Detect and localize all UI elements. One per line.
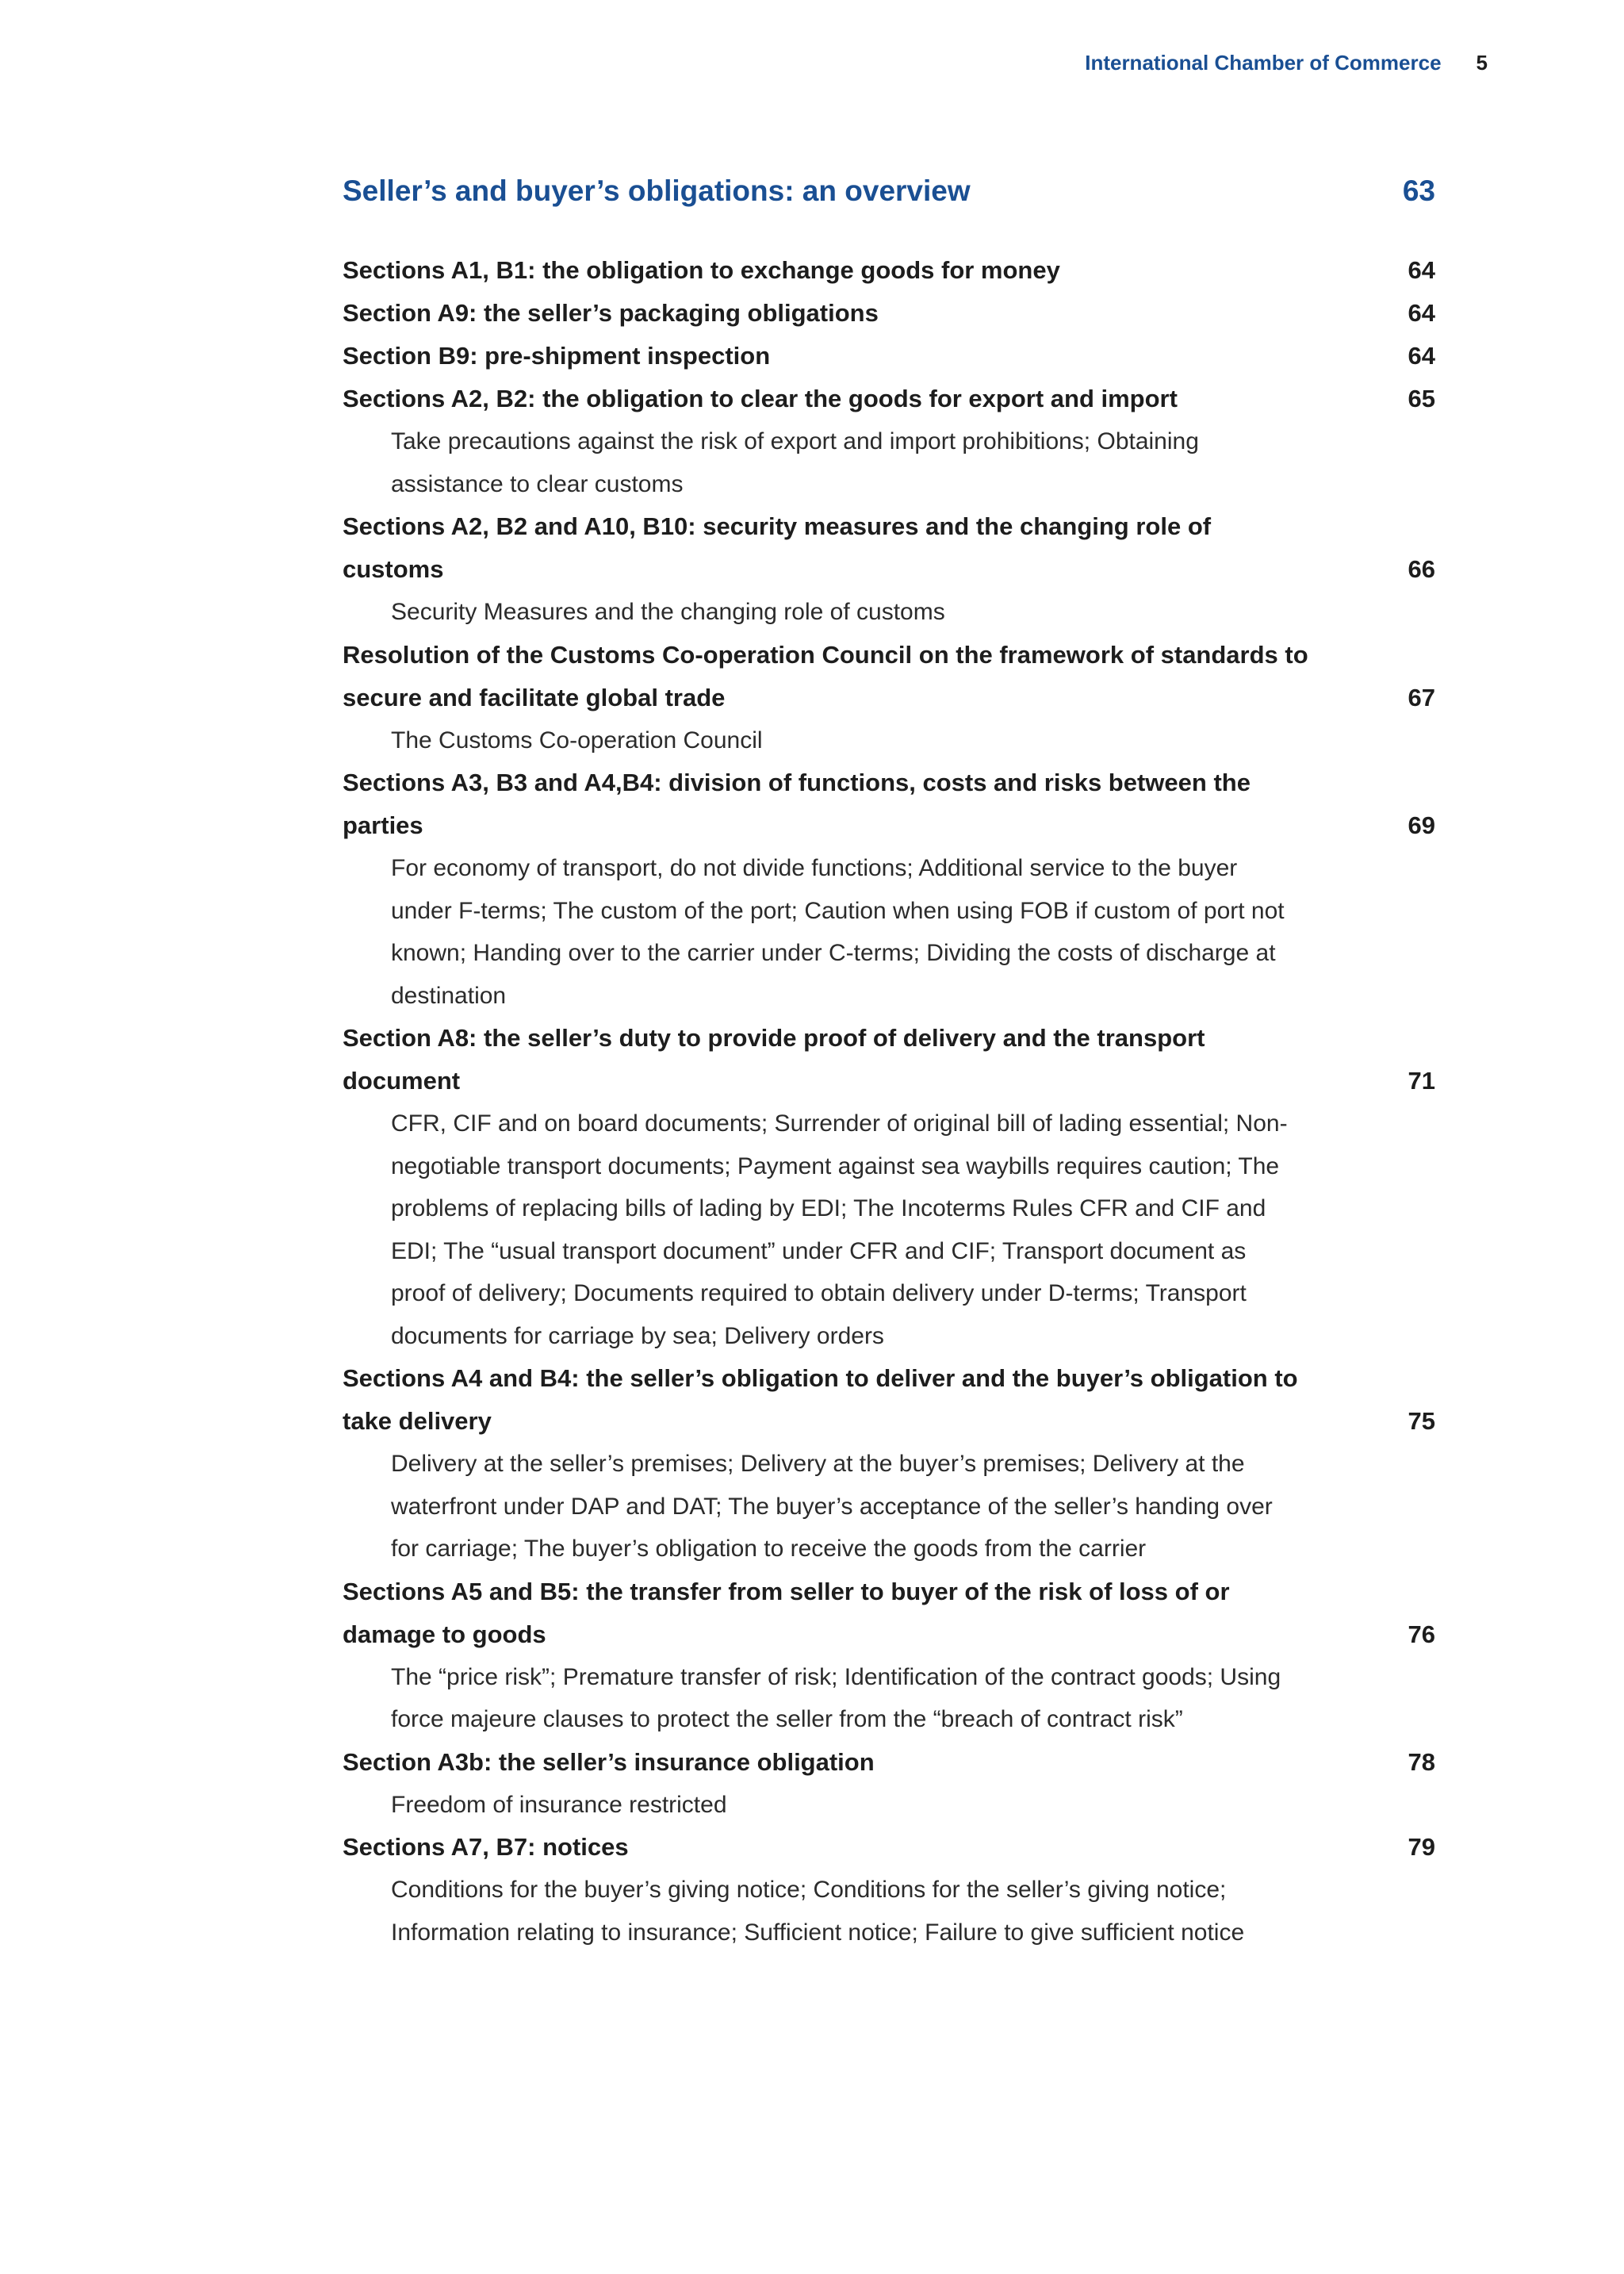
toc-entry-row bbox=[343, 335, 1435, 378]
toc-entry-title: Section A3b: the seller’s insurance obligation bbox=[343, 1747, 875, 1776]
toc-entry-page: 78 bbox=[1408, 1747, 1435, 1776]
toc-entry[interactable] bbox=[343, 249, 1435, 292]
toc-entry[interactable] bbox=[343, 378, 1435, 505]
toc-entry-page: 75 bbox=[1408, 1407, 1435, 1435]
toc-entry-title: Sections A2, B2 and A10, B10: security measures and the changing role of customs bbox=[343, 512, 1212, 583]
toc-entry-title: Sections A2, B2: the obligation to clear the goods for export and import bbox=[343, 385, 1178, 412]
toc-entry-row bbox=[343, 505, 1435, 591]
toc-entry-row bbox=[343, 1826, 1435, 1869]
toc-entry-title: Resolution of the Customs Co-operation Council on the framework of standards to secure and facilitate global trade bbox=[343, 640, 1308, 711]
toc-entry[interactable] bbox=[343, 1741, 1435, 1827]
toc-entry-row bbox=[343, 292, 1435, 335]
toc-entry-description: Take precautions against the risk of export and import prohibitions; Obtaining assistance to clear customs bbox=[391, 428, 1199, 497]
toc-heading-title: Seller’s and buyer’s obligations: an overview bbox=[343, 174, 971, 207]
toc-entry-page: 65 bbox=[1408, 385, 1435, 412]
toc-entry-page: 64 bbox=[1408, 256, 1435, 284]
header-organization: International Chamber of Commerce bbox=[1085, 51, 1442, 75]
toc-entry-page: 79 bbox=[1408, 1833, 1435, 1861]
toc-entry-row bbox=[343, 1017, 1435, 1102]
toc-entry-row bbox=[343, 761, 1435, 847]
toc-entry-page: 66 bbox=[1408, 555, 1435, 583]
toc-entry-page: 69 bbox=[1408, 811, 1435, 839]
toc-entry-row bbox=[343, 1741, 1435, 1784]
toc-entry-title: Sections A3, B3 and A4,B4: division of functions, costs and risks between the parties bbox=[343, 769, 1251, 839]
header-page-number: 5 bbox=[1476, 51, 1488, 75]
toc-entry[interactable] bbox=[343, 292, 1435, 335]
toc-entry[interactable] bbox=[343, 1357, 1435, 1570]
toc-entry-row bbox=[343, 249, 1435, 292]
toc-entry-title: Sections A4 and B4: the seller’s obligation to deliver and the buyer’s obligation to take delivery bbox=[343, 1364, 1298, 1435]
toc-entry-title: Section B9: pre-shipment inspection bbox=[343, 342, 771, 370]
toc-entry[interactable] bbox=[343, 335, 1435, 378]
toc-entry-description: The “price risk”; Premature transfer of risk; Identification of the contract goods; Using force majeure clauses to protect the seller from the “breach of contract risk” bbox=[391, 1663, 1281, 1732]
toc-entry-description: The Customs Co-operation Council bbox=[391, 727, 763, 754]
toc-entry-row bbox=[343, 634, 1435, 719]
toc-entry[interactable] bbox=[343, 1826, 1435, 1954]
toc-entry-row bbox=[343, 378, 1435, 420]
toc-heading-page: 63 bbox=[1402, 174, 1435, 207]
toc-entry[interactable] bbox=[343, 1570, 1435, 1741]
toc-entry[interactable] bbox=[343, 634, 1435, 762]
table-of-contents bbox=[343, 174, 1435, 1954]
toc-entry-page: 64 bbox=[1408, 299, 1435, 327]
toc-entry-row bbox=[343, 1570, 1435, 1656]
toc-entry-description: Delivery at the seller’s premises; Delivery at the buyer’s premises; Delivery at the waterfront under DAP and DAT; The buyer’s acceptance of the seller’s handing over for carriage; The buyer’s obligation to receive the goods from the carrier bbox=[391, 1451, 1273, 1562]
toc-entry-page: 64 bbox=[1408, 342, 1435, 370]
toc-entry-title: Sections A7, B7: notices bbox=[343, 1833, 629, 1861]
toc-entry-description: Freedom of insurance restricted bbox=[391, 1791, 727, 1818]
toc-entry[interactable] bbox=[343, 761, 1435, 1017]
toc-entry-description: CFR, CIF and on board documents; Surrender of original bill of lading essential; Non-negotiable transport documents; Payment against sea waybills requires caution; The problems of replacing bills of lading by EDI; The Incoterms Rules CFR and CIF and EDI; The “usual transport document” under CFR and CIF; Transport document as proof of delivery; Documents required to obtain delivery under D-terms; Transport documents for carriage by sea; Delivery orders bbox=[391, 1110, 1288, 1349]
toc-entries bbox=[343, 249, 1435, 1954]
toc-entry[interactable] bbox=[343, 1017, 1435, 1357]
toc-entry-title: Sections A5 and B5: the transfer from seller to buyer of the risk of loss of or damage to goods bbox=[343, 1577, 1230, 1648]
toc-entry-title: Section A9: the seller’s packaging obligations bbox=[343, 299, 879, 327]
running-header bbox=[1085, 51, 1488, 75]
toc-entry-title: Section A8: the seller’s duty to provide proof of delivery and the transport document bbox=[343, 1024, 1205, 1095]
toc-entry[interactable] bbox=[343, 505, 1435, 634]
toc-entry-description: Security Measures and the changing role of customs bbox=[391, 599, 945, 625]
toc-entry-page: 71 bbox=[1408, 1067, 1435, 1095]
toc-entry-page: 76 bbox=[1408, 1620, 1435, 1648]
toc-entry-description: Conditions for the buyer’s giving notice; Conditions for the seller’s giving notice; Information relating to insurance; Sufficient notice; Failure to give sufficient notice bbox=[391, 1877, 1245, 1946]
toc-entry-title: Sections A1, B1: the obligation to exchange goods for money bbox=[343, 256, 1060, 284]
toc-entry-row bbox=[343, 1357, 1435, 1443]
toc-entry-description: For economy of transport, do not divide functions; Additional service to the buyer under F-terms; The custom of the port; Caution when using FOB if custom of port not known; Handing over to the carrier under C-terms; Dividing the costs of discharge at destination bbox=[391, 855, 1285, 1009]
toc-heading bbox=[343, 174, 1435, 208]
toc-entry-page: 67 bbox=[1408, 683, 1435, 711]
